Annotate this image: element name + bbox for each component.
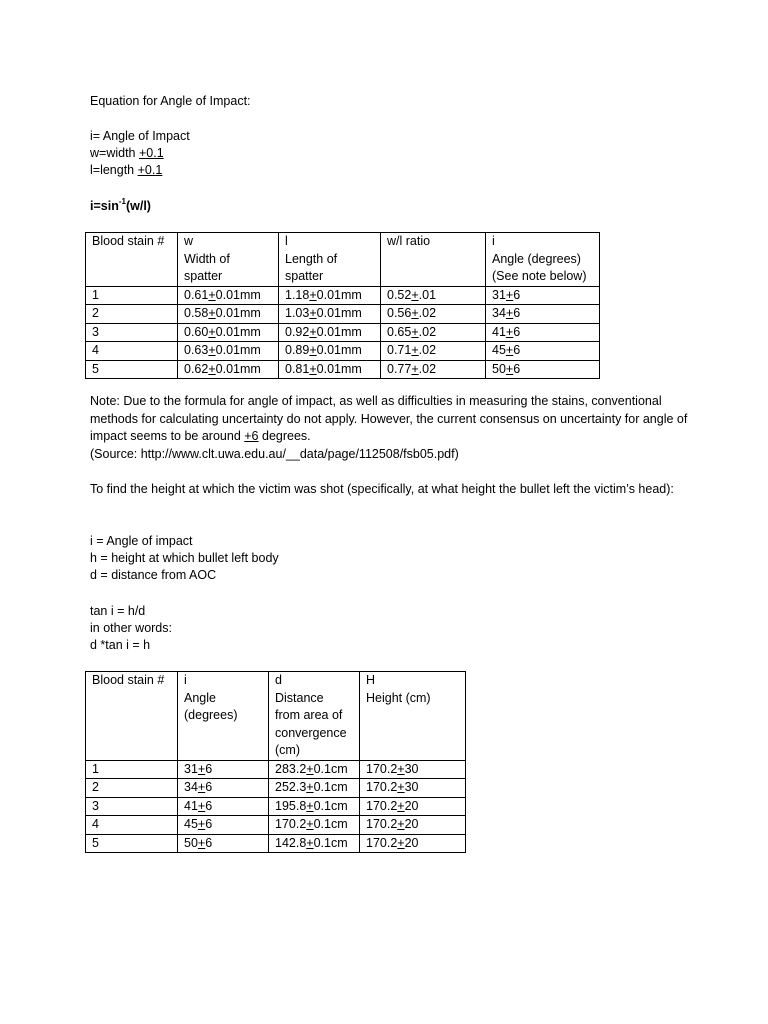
angle-table-row (86, 305, 600, 324)
angle-table-cell: 0.52+.01 (381, 286, 486, 305)
angle-table-cell: 34+6 (486, 305, 600, 324)
angle-table-header-text: i (492, 234, 495, 248)
height-table-cell: 2 (86, 779, 178, 798)
note-paragraph (90, 393, 710, 446)
height-table (85, 671, 466, 853)
angle-table-header-cell (486, 233, 600, 287)
height-table-header-text: Angle (184, 690, 216, 705)
var-i: i= Angle of Impact (90, 129, 190, 143)
height-table-row (86, 816, 466, 835)
angle-table-header-cell (86, 233, 178, 287)
height-table-header-cell (360, 672, 466, 761)
angle-table-cell: 0.60+0.01mm (178, 323, 279, 342)
note-text-end: degrees. (258, 429, 311, 443)
height-table-cell: 3 (86, 797, 178, 816)
angle-table-cell: 0.71+.02 (381, 342, 486, 361)
angle-table-header-text: Angle (degrees) (492, 251, 581, 266)
formula (90, 198, 151, 216)
height-table-cell: 5 (86, 834, 178, 853)
height-table-header-text: H (366, 673, 376, 687)
height-table-row (86, 797, 466, 816)
angle-table-header-text: Length of (285, 251, 338, 266)
angle-table-cell: 0.89+0.01mm (279, 342, 381, 361)
def-i: i = Angle of impact (90, 534, 193, 548)
angle-table-row (86, 360, 600, 379)
height-table-cell: 34+6 (178, 779, 269, 798)
angle-table-cell: 1.03+0.01mm (279, 305, 381, 324)
angle-table-header-text: w (184, 234, 194, 248)
angle-table-cell: 0.63+0.01mm (178, 342, 279, 361)
height-table-header-text: Distance (275, 690, 324, 705)
angle-table-cell: 41+6 (486, 323, 600, 342)
height-table-cell: 170.2+30 (360, 760, 466, 779)
height-table-header-text: Height (cm) (366, 690, 431, 705)
height-table-cell: 170.2+30 (360, 779, 466, 798)
angle-table-cell: 3 (86, 323, 178, 342)
angle-table-header-text: w/l ratio (387, 234, 431, 248)
note-text: Note: Due to the formula for angle of impact, as well as difficulties in measuring the stains, conventional methods for calculating uncertainty do not apply. However, the current consensus on uncertainty for angle of impact seems to be around (90, 394, 688, 443)
equation-words: in other words: (90, 621, 172, 635)
height-table-row (86, 834, 466, 853)
height-table-header-text: Blood stain # (92, 673, 165, 687)
angle-table-header-text: Blood stain # (92, 234, 165, 248)
var-w-tolerance: +0.1 (138, 146, 164, 160)
formula-exponent: -1 (118, 196, 126, 206)
var-w-label: w=width (90, 146, 139, 160)
height-table-header-text: convergence (275, 725, 347, 740)
height-table-header-cell (178, 672, 269, 761)
angle-table-header-cell (178, 233, 279, 287)
angle-table-row (86, 342, 600, 361)
height-table-cell: 170.2+20 (360, 834, 466, 853)
height-table-header-text: i (184, 673, 187, 687)
height-table-cell: 170.2+20 (360, 797, 466, 816)
angle-table-cell: 4 (86, 342, 178, 361)
angle-table-cell: 0.92+0.01mm (279, 323, 381, 342)
angle-table-cell: 0.62+0.01mm (178, 360, 279, 379)
height-table-cell: 252.3+0.1cm (269, 779, 360, 798)
angle-table-header-text: Width of (184, 251, 230, 266)
angle-table-cell: 1.18+0.01mm (279, 286, 381, 305)
var-l (90, 162, 162, 180)
height-table-row (86, 779, 466, 798)
angle-table-cell: 45+6 (486, 342, 600, 361)
angle-table-cell: 2 (86, 305, 178, 324)
angle-table-cell: 1 (86, 286, 178, 305)
formula-prefix: i=sin (90, 199, 119, 213)
angle-table-header-text: spatter (184, 269, 223, 283)
angle-table-row (86, 323, 600, 342)
height-table-cell: 170.2+0.1cm (269, 816, 360, 835)
height-table-row (86, 760, 466, 779)
angle-table-cell: 50+6 (486, 360, 600, 379)
height-table-cell: 31+6 (178, 760, 269, 779)
angle-table-header-row (86, 233, 600, 287)
height-table-header-text: (degrees) (184, 708, 238, 722)
angle-table (85, 232, 600, 379)
note-uncertainty: +6 (244, 429, 259, 443)
angle-table-header-text: spatter (285, 269, 324, 283)
angle-table-row (86, 286, 600, 305)
height-table-cell: 4 (86, 816, 178, 835)
var-l-tolerance: +0.1 (137, 163, 163, 177)
angle-table-header-text: l (285, 234, 288, 248)
angle-table-header-cell (279, 233, 381, 287)
height-table-cell: 170.2+20 (360, 816, 466, 835)
formula-suffix: (w/l) (125, 199, 151, 213)
height-table-header-cell (269, 672, 360, 761)
height-table-cell: 45+6 (178, 816, 269, 835)
height-table-header-row (86, 672, 466, 761)
angle-table-header-cell (381, 233, 486, 287)
height-table-cell: 1 (86, 760, 178, 779)
height-table-cell: 50+6 (178, 834, 269, 853)
angle-table-header-text: (See note below) (492, 269, 587, 283)
height-table-header-cell (86, 672, 178, 761)
var-w (90, 145, 164, 163)
height-intro: To find the height at which the victim was shot (specifically, at what height the bullet left the victim’s head): (90, 482, 674, 496)
equation-rearranged: d *tan i = h (90, 638, 151, 652)
def-d: d = distance from AOC (90, 568, 217, 582)
angle-table-cell: 0.65+.02 (381, 323, 486, 342)
equation-tan: tan i = h/d (90, 604, 146, 618)
height-table-header-text: (cm) (275, 743, 300, 757)
height-table-cell: 41+6 (178, 797, 269, 816)
angle-table-cell: 5 (86, 360, 178, 379)
height-table-cell: 195.8+0.1cm (269, 797, 360, 816)
angle-table-cell: 0.58+0.01mm (178, 305, 279, 324)
height-table-header-text: from area of (275, 708, 343, 722)
angle-table-cell: 0.77+.02 (381, 360, 486, 379)
def-h: h = height at which bullet left body (90, 551, 279, 565)
note-source: (Source: http://www.clt.uwa.edu.au/__data/page/112508/fsb05.pdf) (90, 447, 459, 461)
var-l-label: l=length (90, 163, 138, 177)
angle-table-cell: 0.61+0.01mm (178, 286, 279, 305)
height-table-cell: 142.8+0.1cm (269, 834, 360, 853)
height-table-header-text: d (275, 673, 282, 687)
heading: Equation for Angle of Impact: (90, 94, 251, 108)
angle-table-cell: 0.81+0.01mm (279, 360, 381, 379)
angle-table-cell: 31+6 (486, 286, 600, 305)
height-table-cell: 283.2+0.1cm (269, 760, 360, 779)
angle-table-cell: 0.56+.02 (381, 305, 486, 324)
